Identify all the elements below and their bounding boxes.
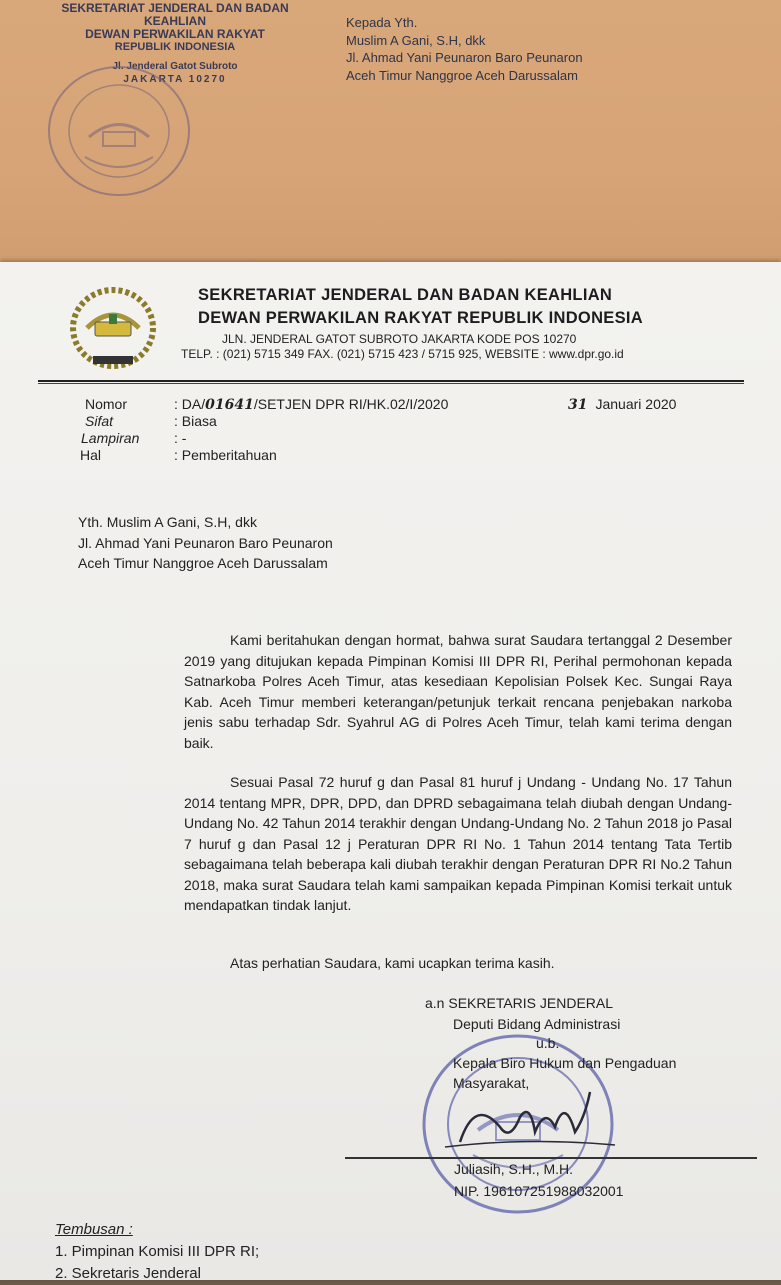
- addressee-line3: Aceh Timur Nanggroe Aceh Darussalam: [78, 555, 328, 571]
- signature-an: a.n SEKRETARIS JENDERAL: [425, 995, 614, 1011]
- letterhead-address: JLN. JENDERAL GATOT SUBROTO JAKARTA KODE POS 10270: [222, 332, 577, 346]
- tembusan-item-1: 1. Pimpinan Komisi III DPR RI;: [55, 1243, 260, 1260]
- envelope-sender-line5: JAKARTA 10270: [123, 74, 227, 85]
- meta-nomor: [85, 396, 485, 414]
- envelope-recipient-greeting: Kepada Yth.: [346, 15, 418, 30]
- letterhead-title-line2: DEWAN PERWAKILAN RAKYAT REPUBLIK INDONESIA: [198, 309, 643, 327]
- body-paragraph-1: [184, 630, 732, 753]
- meta-lampiran: [81, 430, 485, 448]
- envelope-recipient-region: Aceh Timur Nanggroe Aceh Darussalam: [346, 67, 578, 83]
- dpr-emblem-icon: [65, 284, 161, 374]
- meta-hal: [80, 447, 485, 465]
- letterhead-contact: TELP. : (021) 5715 349 FAX. (021) 5715 423 / 5715 925, WEBSITE : www.dpr.go.id: [181, 347, 624, 361]
- letter-date-day: 31: [568, 397, 588, 413]
- envelope-recipient-name: Muslim A Gani, S.H, dkk: [346, 32, 486, 48]
- handwritten-signature-icon: [440, 1087, 620, 1157]
- signature-name: Juliasih, S.H., M.H.: [454, 1161, 574, 1177]
- envelope-sender-line3: REPUBLIK INDONESIA: [114, 41, 236, 53]
- tembusan-title: Tembusan :: [55, 1221, 133, 1238]
- signature-head-line1: Kepala Biro Hukum dan Pengaduan: [453, 1055, 677, 1071]
- body-paragraph-2-text: Sesuai Pasal 72 huruf g dan Pasal 81 huruf j Undang - Undang No. 17 Tahun 2014 tentang MPR, DPR, DPD, dan DPRD sebagaimana telah diubah dengan Undang-Undang No. 42 Tahun 2014 terakhir dengan Undang-Undang No. 2 Tahun 2018 jo Pasal 7 huruf g dan Pasal 12 j Peraturan DPR RI No. 1 Tahun 2014 tentang Tata Tertib sebagaimana telah beberapa kali diubah terakhir dengan Peraturan DPR RI No.2 Tahun 2018, maka surat Saudara telah kami sampaikan kepada Pimpinan Komisi terkait untuk mendapatkan tindak lanjut.: [184, 774, 732, 913]
- envelope-recipient-street: Jl. Ahmad Yani Peunaron Baro Peunaron: [346, 50, 583, 65]
- meta-nomor-handwritten: 01641: [205, 397, 254, 413]
- meta-nomor-suffix: /SETJEN DPR RI/HK.02/I/2020: [253, 396, 449, 412]
- signature-deputy: Deputi Bidang Administrasi: [453, 1016, 621, 1032]
- meta-hal-value: : Pemberitahuan: [174, 447, 277, 463]
- meta-sifat-label: Sifat: [85, 413, 114, 429]
- addressee-line2: Jl. Ahmad Yani Peunaron Baro Peunaron: [78, 534, 333, 551]
- signature-head-line2: Masyarakat,: [453, 1075, 530, 1091]
- addressee-block: [78, 512, 333, 574]
- meta-lampiran-value: : -: [174, 430, 187, 446]
- tembusan-item-2: 2. Sekretaris Jenderal: [55, 1265, 201, 1282]
- envelope: [0, 0, 781, 275]
- letter-date: [568, 396, 676, 413]
- letter-date-rest: Januari 2020: [595, 396, 677, 412]
- signature-nip: NIP. 196107251988032001: [454, 1183, 624, 1199]
- envelope-sender-line4: Jl. Jenderal Gatot Subroto: [112, 61, 238, 72]
- envelope-seal-stamp-icon: [45, 62, 193, 200]
- meta-sifat: [85, 413, 485, 431]
- meta-hal-label: Hal: [80, 447, 102, 463]
- signature-ub: u.b.: [536, 1035, 560, 1051]
- letterhead-rule: [38, 380, 744, 382]
- letterhead-title-line1: SEKRETARIAT JENDERAL DAN BADAN KEAHLIAN: [198, 286, 613, 304]
- meta-sifat-value: : Biasa: [174, 413, 217, 429]
- body-paragraph-2: [184, 772, 732, 916]
- envelope-sender-line1: SEKRETARIAT JENDERAL DAN BADAN KEAHLIAN: [61, 1, 289, 28]
- body-paragraph-1-text: Kami beritahukan dengan hormat, bahwa surat Saudara tertanggal 2 Desember 2019 yang ditujukan kepada Pimpinan Komisi III DPR RI, Perihal permohonan kepada Satnarkoba Polres Aceh Timur, atas kesediaan Kepolisian Polsek Kec. Sungai Raya Kab. Aceh Timur memberi keterangan/petunjuk terkait rencana penjebakan narkoba jenis sabu terhadap Sdr. Syahrul AG di Polres Aceh Timur, telah kami terima dengan baik.: [184, 632, 732, 751]
- letterhead-rule-thin: [38, 383, 744, 384]
- tembusan-block: [55, 1219, 259, 1285]
- body-closing: Atas perhatian Saudara, kami ucapkan terima kasih.: [230, 955, 555, 971]
- meta-nomor-value: [174, 396, 448, 413]
- signature-line: [345, 1157, 757, 1159]
- meta-lampiran-label: Lampiran: [81, 430, 140, 446]
- envelope-recipient: [346, 14, 583, 84]
- meta-nomor-prefix: : DA/: [174, 396, 206, 412]
- addressee-line1: Yth. Muslim A Gani, S.H, dkk: [78, 514, 257, 530]
- envelope-sender-line2: DEWAN PERWAKILAN RAKYAT: [85, 27, 265, 41]
- meta-nomor-label: Nomor: [85, 396, 128, 412]
- letterhead-title: [198, 284, 643, 330]
- letter-page: [0, 262, 781, 1280]
